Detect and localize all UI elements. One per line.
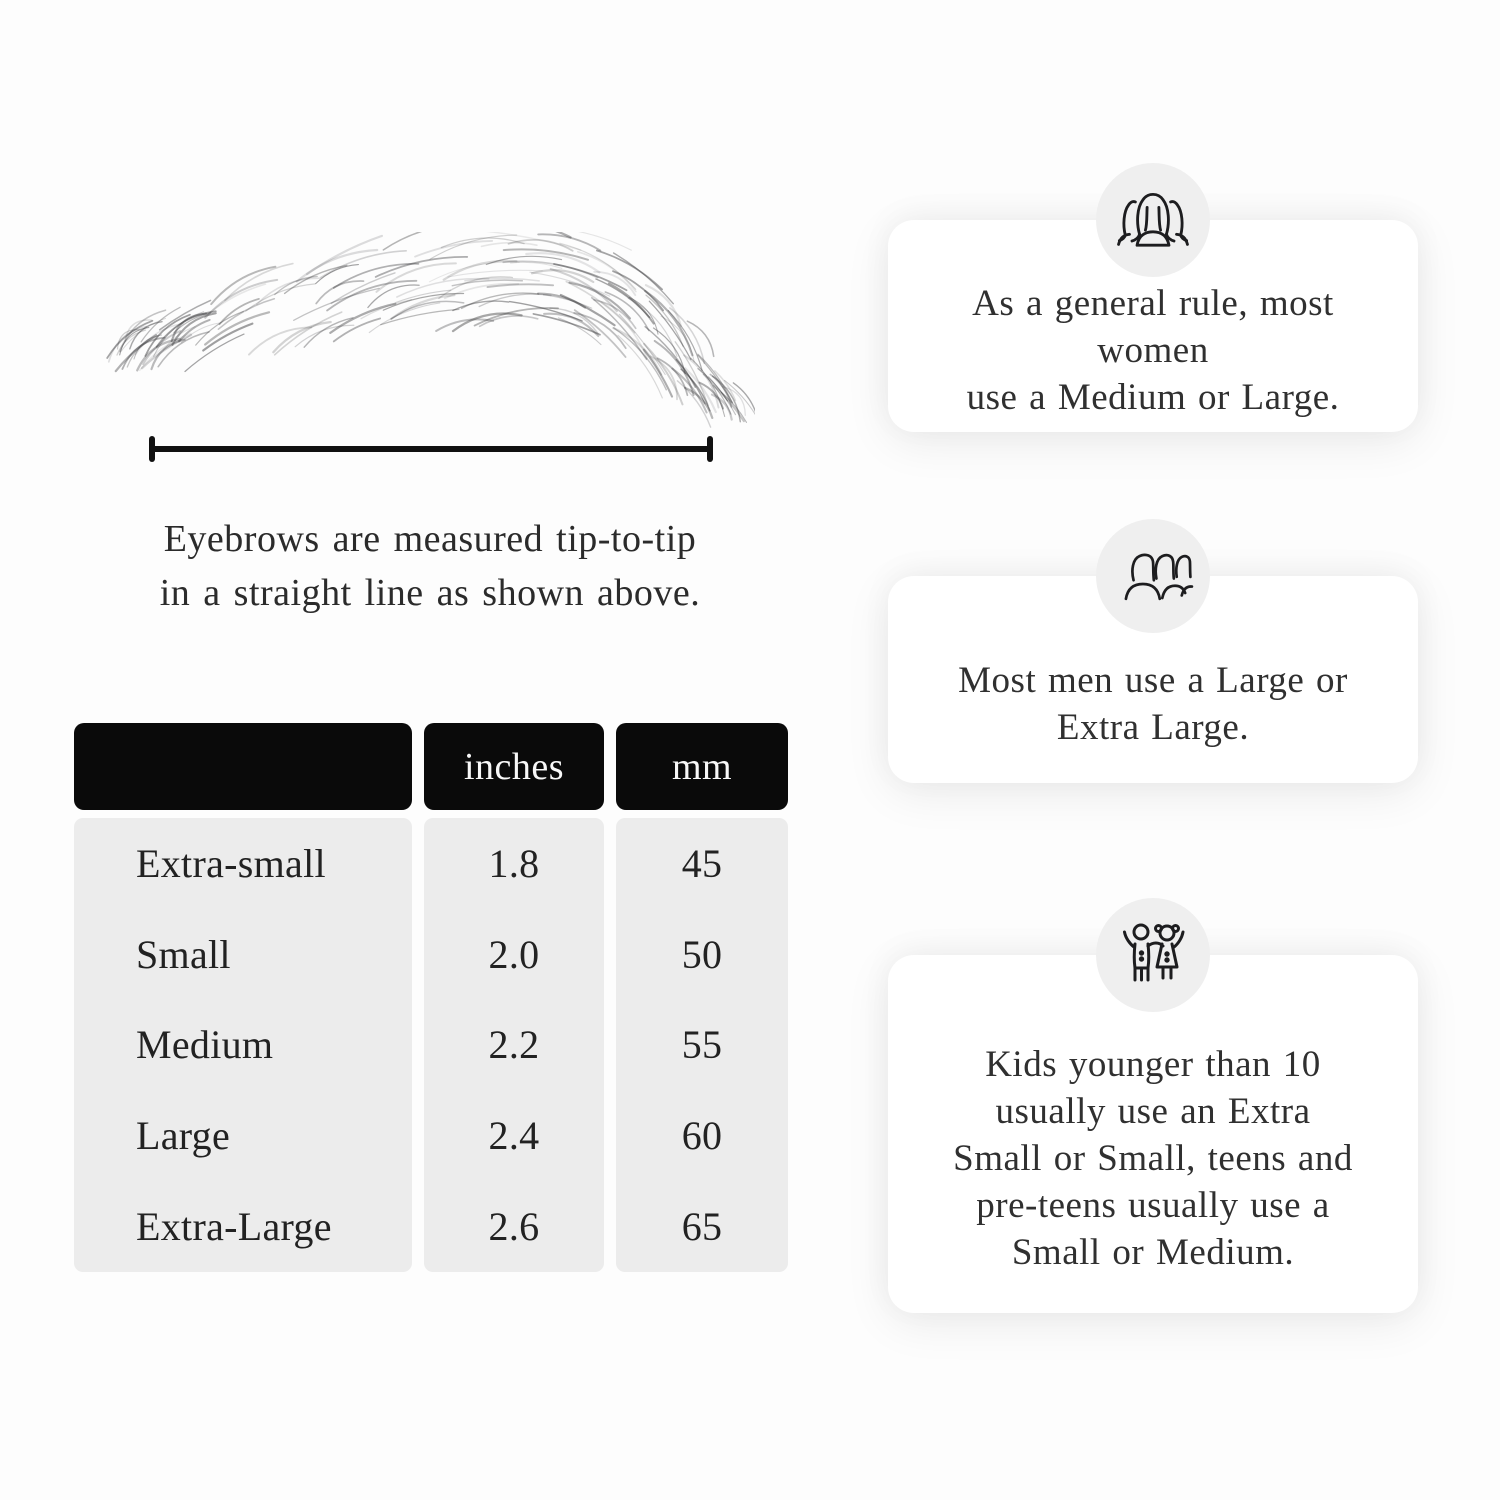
card-text-line: Extra Large. bbox=[1056, 706, 1250, 748]
card-text-line: usually use an Extra bbox=[995, 1090, 1311, 1132]
info-card-kids bbox=[888, 955, 1418, 1313]
table-cell-mm: 60 bbox=[681, 1113, 723, 1159]
size-table-inches-column bbox=[424, 818, 604, 1272]
table-cell-inches: 1.8 bbox=[488, 840, 540, 886]
eyebrow-sketch-svg bbox=[105, 232, 755, 432]
men-icon-badge bbox=[1096, 519, 1210, 633]
table-cell-inches: 2.2 bbox=[488, 1022, 540, 1068]
table-cell-mm: 65 bbox=[681, 1204, 723, 1250]
size-table bbox=[74, 723, 788, 1272]
measurement-line-right-tick bbox=[707, 436, 713, 462]
table-row-label: Medium bbox=[136, 1022, 274, 1068]
kids-icon bbox=[1115, 922, 1191, 988]
women-group-icon bbox=[1111, 187, 1195, 253]
table-row-label: Extra-Large bbox=[136, 1204, 332, 1250]
size-table-header-sizes bbox=[74, 723, 412, 810]
size-table-label-column bbox=[74, 818, 412, 1272]
measurement-line bbox=[149, 436, 713, 462]
size-table-mm-column bbox=[616, 818, 788, 1272]
kids-icon-badge bbox=[1096, 898, 1210, 1012]
info-card-men bbox=[888, 576, 1418, 783]
measurement-caption-line1: Eyebrows are measured tip-to-tip bbox=[163, 518, 697, 560]
table-cell-inches: 2.6 bbox=[488, 1204, 540, 1250]
table-cell-inches: 2.4 bbox=[488, 1113, 540, 1159]
size-table-header-mm: mm bbox=[616, 723, 788, 810]
table-row-label: Extra-small bbox=[136, 840, 326, 886]
table-cell-inches: 2.0 bbox=[488, 931, 540, 977]
table-cell-mm: 55 bbox=[681, 1022, 723, 1068]
info-card-women bbox=[888, 220, 1418, 432]
measurement-caption-line2: in a straight line as shown above. bbox=[159, 572, 701, 614]
card-text-line: use a Medium or Large. bbox=[966, 376, 1340, 418]
table-cell-mm: 50 bbox=[681, 931, 723, 977]
women-icon-badge bbox=[1096, 163, 1210, 277]
card-text-line: Most men use a Large or bbox=[958, 659, 1348, 701]
card-text-line: As a general rule, most women bbox=[972, 282, 1334, 371]
men-group-icon bbox=[1109, 545, 1197, 607]
table-row-label: Large bbox=[136, 1113, 231, 1159]
size-table-header-inches: inches bbox=[424, 723, 604, 810]
eyebrow-illustration bbox=[105, 232, 755, 432]
card-text-line: pre-teens usually use a bbox=[976, 1184, 1330, 1226]
card-text-line: Small or Medium. bbox=[1011, 1231, 1295, 1273]
card-text-line: Small or Small, teens and bbox=[953, 1137, 1353, 1179]
measurement-caption bbox=[100, 512, 760, 620]
measurement-line-bar bbox=[149, 446, 713, 452]
table-row-label: Small bbox=[136, 931, 231, 977]
table-cell-mm: 45 bbox=[681, 840, 723, 886]
card-text-line: Kids younger than 10 bbox=[985, 1043, 1321, 1085]
